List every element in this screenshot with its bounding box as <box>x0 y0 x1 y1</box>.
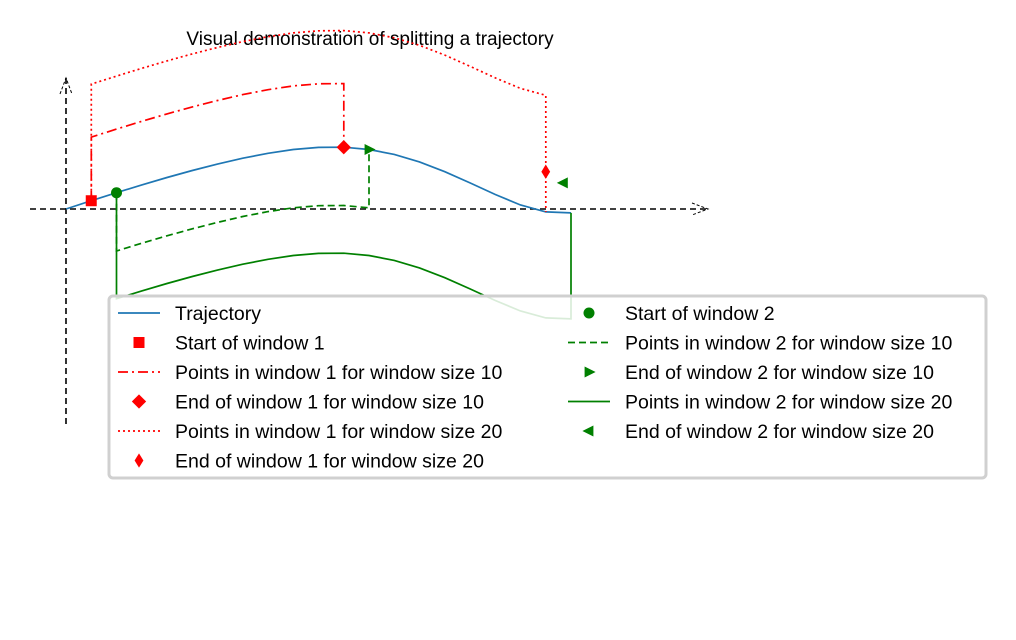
series-line-points-in-window-1-for-window-size-10 <box>91 84 343 201</box>
legend-label-end-of-window-2-for-window-size-20: End of window 2 for window size 20 <box>625 421 934 443</box>
legend-marker-start-of-window-2 <box>584 308 595 319</box>
legend-marker-start-of-window-1 <box>134 337 145 348</box>
legend-label-start-of-window-1: Start of window 1 <box>175 332 325 355</box>
legend-label-points-in-window-1-for-window-size-20: Points in window 1 for window size 20 <box>175 421 503 443</box>
legend-label-end-of-window-1-for-window-size-20: End of window 1 for window size 20 <box>175 450 484 473</box>
series-line-points-in-window-2-for-window-size-10 <box>117 150 370 252</box>
legend-label-trajectory: Trajectory <box>175 303 261 325</box>
marker-end-of-window-1-for-window-size-10 <box>337 140 351 154</box>
marker-end-of-window-1-for-window-size-20 <box>541 165 550 179</box>
marker-start-of-window-2 <box>111 187 122 198</box>
chart-title: Visual demonstration of splitting a trajectory <box>186 29 554 50</box>
legend-label-end-of-window-2-for-window-size-10: End of window 2 for window size 10 <box>625 362 934 384</box>
legend-label-points-in-window-2-for-window-size-20: Points in window 2 for window size 20 <box>625 391 953 414</box>
plot-lines <box>66 31 571 319</box>
series-line-points-in-window-1-for-window-size-20 <box>91 31 546 212</box>
legend-label-start-of-window-2: Start of window 2 <box>625 303 775 325</box>
series-line-trajectory <box>66 147 571 213</box>
marker-end-of-window-2-for-window-size-20 <box>557 177 568 188</box>
legend-label-end-of-window-1-for-window-size-10: End of window 1 for window size 10 <box>175 391 484 414</box>
marker-start-of-window-1 <box>86 195 97 206</box>
plot-markers <box>86 140 568 206</box>
marker-end-of-window-2-for-window-size-10 <box>365 144 376 155</box>
legend-label-points-in-window-1-for-window-size-10: Points in window 1 for window size 10 <box>175 362 503 384</box>
legend <box>109 296 986 478</box>
legend-label-points-in-window-2-for-window-size-10: Points in window 2 for window size 10 <box>625 332 953 355</box>
